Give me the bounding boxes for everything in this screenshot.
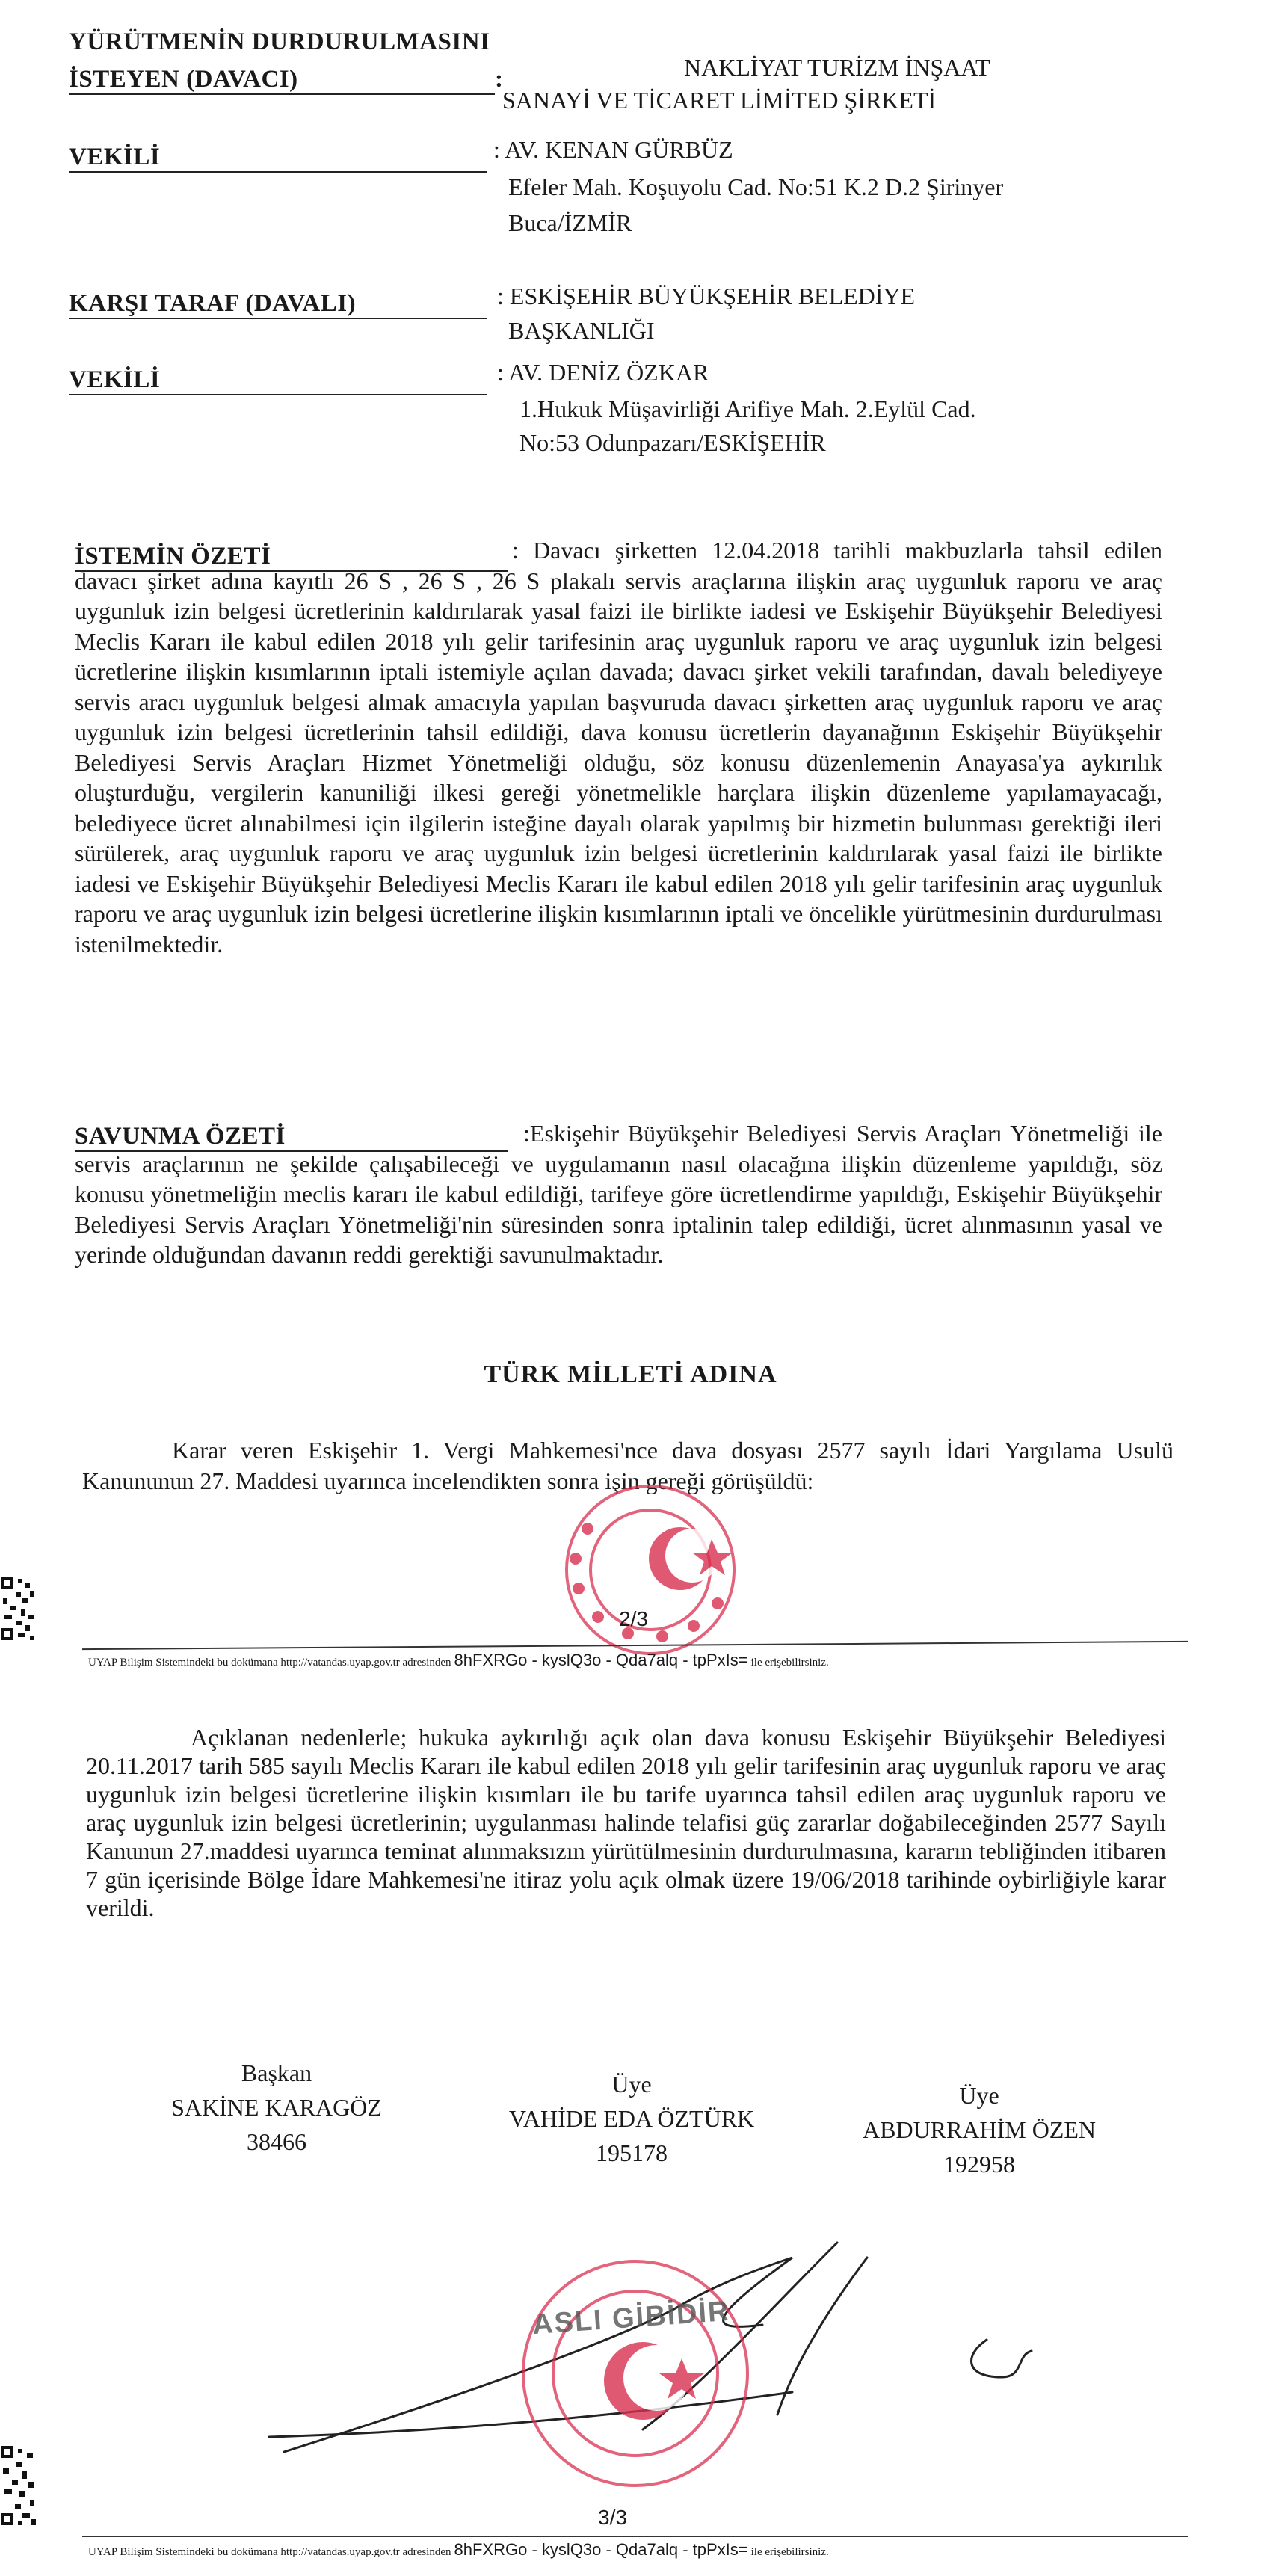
signature-role: Üye — [959, 2082, 999, 2109]
signature-block-member-2 — [822, 2078, 1136, 2181]
signature-name: SAKİNE KARAGÖZ — [171, 2094, 382, 2121]
signature-role: Başkan — [241, 2059, 312, 2086]
qr-code-page3 — [0, 2444, 37, 2528]
plaintiff-attorney-name: : AV. KENAN GÜRBÜZ — [493, 136, 733, 163]
defendant-attorney-name: : AV. DENİZ ÖZKAR — [497, 359, 709, 386]
claim-summary-body: : Davacı şirketten 12.04.2018 tarihli makbuzlarla tahsil edilen davacı şirket adına kayıtlı 26 S , 26 S , 26 S plakalı servis araçlarına ilişkin araç uygunluk raporu ve araç uygunluk izin belgesi ücretlerinin kaldırılarak yasal faizi ile birlikte iadesi ve Eskişehir Büyükşehir Belediyesi Meclis Kararı ile kabul edilen 2018 yılı gelir tarifesinin araç uygunluk raporu ve araç uygunluk izin belgesi ücretlerine ilişkin kısımlarının iptali istemiyle açılan davada; davacı şirket vekili tarafından, davalı belediyeye servis aracı uygunluk belgesi almak amacıyla yapılan başvuruda davacı şirketten araç uygunluk raporu ve araç uygunluk izin belgesi ücretlerinin tahsil edildiği, dava konusu ücretlerin dayanağının Eskişehir Büyükşehir Belediyesi Servis Araçları Hizmet Yönetmeliği olduğu, söz konusu düzenlemenin Anayasa'ya aykırılık oluşturduğu, vergilerin kanuniliği ilkesi gereği yönetmelikle harçlara ilişkin düzenleme yapılamayacağı, belediyece ücret alınabilmesi için ilgilerin isteğine dayalı olarak yapılmış bir hizmetin bulunması gerektiği ileri sürülerek, araç uygunluk raporu ve araç uygunluk izin belgesi ücretlerinin kaldırılarak yasal faizi ile birlikte iadesi ve Eskişehir Büyükşehir Belediyesi Meclis Kararı ile kabul edilen 2018 yılı gelir tarifesinin araç uygunluk raporu ve araç uygunluk izin belgesi ücretlerine ilişkin kısımlarının iptali ve öncelikle yürütmesinin durdurulması istenilmektedir. — [75, 537, 1162, 958]
claim-summary-label: İSTEMİN ÖZETİ — [75, 543, 508, 572]
plaintiff-label-line1: YÜRÜTMENİN DURDURULMASINI — [69, 28, 490, 55]
page2-footer-uyap-text: UYAP Bilişim Sistemindeki bu dokümana http://vatandas.uyap.gov.tr adresinden — [88, 2546, 451, 2558]
defendant-attorney-address-1: 1.Hukuk Müşavirliği Arifiye Mah. 2.Eylül Cad. — [519, 395, 976, 422]
defendant-label: KARŞI TARAF (DAVALI) — [69, 290, 487, 319]
certified-copy-stamp-text: ASLI GİBİDİR — [531, 2295, 731, 2341]
plaintiff-value-line2: SANAYİ VE TİCARET LİMİTED ŞİRKETİ — [502, 87, 937, 114]
plaintiff-label-text: İSTEYEN (DAVACI) — [69, 66, 298, 93]
defendant-value-line1: : ESKİŞEHİR BÜYÜKŞEHİR BELEDİYE — [497, 283, 916, 309]
page2-footer-suffix: ile erişebilirsiniz. — [750, 2546, 829, 2558]
qr-code-page2 — [0, 1576, 36, 1643]
defense-summary-text — [75, 1118, 1162, 1270]
signature-number: 192958 — [943, 2151, 1015, 2178]
page2-footer — [88, 2540, 1209, 2560]
defendant-attorney-address-2: No:53 Odunpazarı/ESKİŞEHİR — [519, 429, 826, 456]
plaintiff-attorney-address-1: Efeler Mah. Koşuyolu Cad. No:51 K.2 D.2 Şirinyer — [508, 173, 1004, 200]
signature-block-president — [135, 2056, 419, 2159]
decision-paragraph: Açıklanan nedenlerle; hukuka aykırılığı açık olan dava konusu Eskişehir Büyükşehir Belediyesi 20.11.2017 tarih 585 sayılı Meclis Kararı ile kabul edilen 2018 yılı gelir tarifesinin araç uygunluk raporu ve araç uygunluk izin belgesi ücretlerine ilişkin kısımları ile bu tarife uyarınca tahsil edilen araç uygunluk raporu ve araç uygunluk izin belgesi ücretlerinin; uygulanması halinde telafisi güç zararlar doğabileceğinden 2577 Sayılı Kanunun 27.maddesi uyarınca teminat alınmaksızın yürütülmesinin durdurulmasına, kararın tebliğinden itibaren 7 gün içerisinde Bölge İdare Mahkemesi'ne itiraz yolu açık olmak üzere 19/06/2018 tarihinde oybirliğiyle karar verildi. — [86, 1724, 1166, 1921]
page2-footer-access-code: 8hFXRGo - kyslQ3o - Qda7alq - tpPxIs= — [454, 2540, 748, 2559]
page1-footer — [88, 1651, 1209, 1670]
defendant-attorney-label: VEKİLİ — [69, 366, 487, 395]
certified-copy-stamp — [508, 2246, 762, 2493]
defense-summary-label: SAVUNMA ÖZETİ — [75, 1123, 508, 1152]
intro-paragraph: Karar veren Eskişehir 1. Vergi Mahkemesi'nce dava dosyası 2577 sayılı İdari Yargılama Usulü Kanununun 27. Maddesi uyarınca incelendikten sonra işin gereği görüşüldü: — [82, 1437, 1174, 1494]
signature-name: ABDURRAHİM ÖZEN — [863, 2116, 1096, 2143]
page2-page-number: 3/3 — [598, 2506, 627, 2529]
defense-summary-body: :Eskişehir Büyükşehir Belediyesi Servis Araçları Yönetmeliği ile servis araçlarının ne şekilde çalışabileceği ve uygulamanın nasıl olacağına ilişkin düzenleme yapıldığı, söz konusu yönetmeliğin meclis kararı ile kabul edildiği, tarifeye göre ücretlendirme yapıldığı, Eskişehir Büyükşehir Belediyesi Servis Araçları Yönetmeliği'nin süresinden sonra iptalinin talep edildiği, ücret alınmasının yasal ve yerinde olduğundan davanın reddi gerektiği savunulmaktadır. — [75, 1120, 1162, 1268]
signature-number: 38466 — [247, 2128, 306, 2155]
plaintiff-attorney-label: VEKİLİ — [69, 144, 487, 173]
plaintiff-label-line2 — [69, 66, 504, 95]
signature-block-member-1 — [471, 2067, 792, 2170]
page1-page-number: 2/3 — [619, 1607, 648, 1630]
court-seal-stamp-page2 — [516, 1484, 785, 1656]
defendant-value-line2: BAŞKANLIĞI — [508, 317, 655, 344]
page1-footer-uyap-text: UYAP Bilişim Sistemindeki bu dokümana http://vatandas.uyap.gov.tr adresinden — [88, 1657, 451, 1668]
signature-name: VAHİDE EDA ÖZTÜRK — [508, 2105, 755, 2132]
plaintiff-value-line1: NAKLİYAT TURİZM İNŞAAT — [684, 54, 990, 81]
page1-footer-access-code: 8hFXRGo - kyslQ3o - Qda7alq - tpPxIs= — [454, 1651, 748, 1669]
plaintiff-attorney-address-2: Buca/İZMİR — [508, 209, 632, 236]
signature-role: Üye — [611, 2071, 652, 2098]
page1-footer-suffix: ile erişebilirsiniz. — [750, 1657, 829, 1668]
claim-summary-text — [75, 535, 1162, 959]
signature-number: 195178 — [596, 2139, 668, 2166]
plaintiff-colon: : — [495, 66, 504, 93]
verdict-title: TÜRK MİLLETİ ADINA — [484, 1361, 777, 1388]
page2-footer-rule — [82, 2536, 1188, 2537]
